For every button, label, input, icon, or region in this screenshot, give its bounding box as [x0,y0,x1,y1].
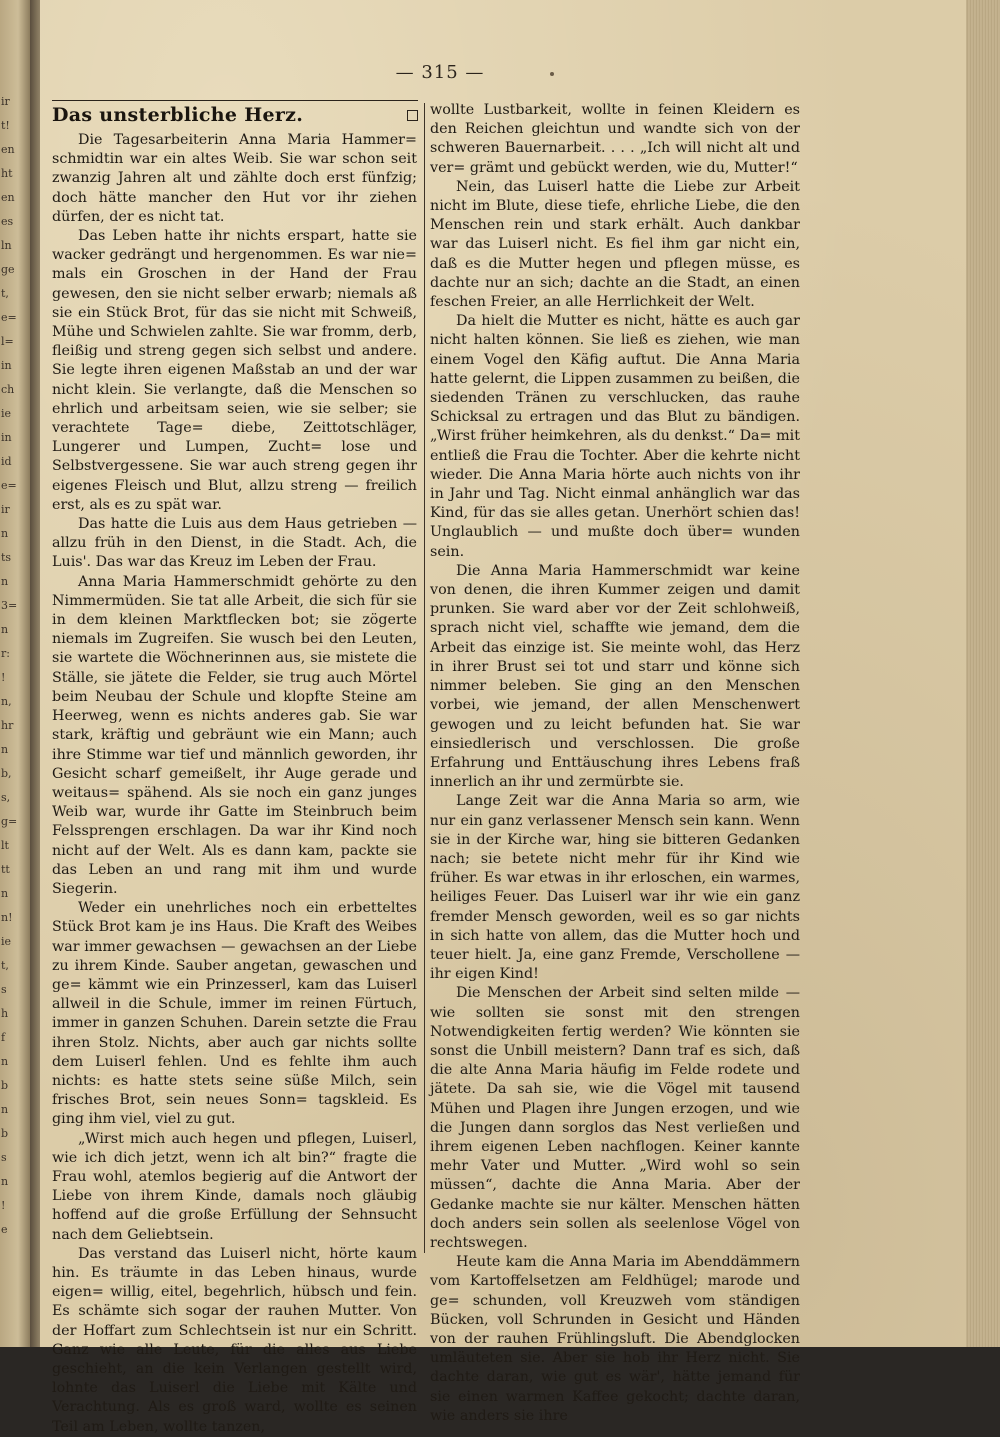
paragraph: Die Anna Maria Hammerschmidt war keine von denen, die ihren Kummer zeigen und damit prunken. Sie ward aber vor der Zeit schlohweiß, sprach nicht viel, schaffte wie jemand, dem die Arbeit das einzige ist. Sie meinte wohl, das Herz in ihrer Brust sei tot und starr und könne sich nimmer beleben. Sie ging an den Menschen vorbei, wie jemand, der allen Menschenwert gewogen und zu leicht befunden hat. Sie war einsiedlerisch und verschlossen. Die große Erfahrung und Enttäuschung ihres Lebens fraß innerlich an ihr und zermürbte sie. [430,562,800,791]
margin-fragment: tt [1,863,10,876]
margin-fragment: t, [1,287,9,300]
margin-fragment: ir [1,503,10,516]
paragraph: Das hatte die Luis aus dem Haus getrieben — allzu früh in den Dienst, in die Stadt. Ach, die Luis'. Das war das Kreuz im Leben der Frau. [52,516,417,571]
margin-fragment: en [1,191,15,204]
paragraph: Nein, das Luiserl hatte die Liebe zur Arbeit nicht im Blute, diese tiefe, ehrliche Liebe, die den Menschen rein und stark erhält. Auch dankbar war das Luiserl nicht. Es fiel ihm gar nicht ein, daß es die Mutter hegen und pflegen müsse, es dachte nur an sich; dachte an die Stadt, an einen feschen Freier, an alle Herrlichkeit der Welt. [430,178,800,311]
margin-fragment: n [1,887,9,900]
margin-fragment: ln [1,239,12,252]
margin-fragment: t! [1,119,10,132]
margin-fragment: hr [1,719,14,732]
margin-fragment: ht [1,167,13,180]
margin-fragment: n [1,1055,9,1068]
margin-fragment: e= [1,479,17,492]
margin-fragment: l= [1,335,14,348]
margin-fragment: s [1,983,7,996]
facing-page-edge [0,0,30,1347]
margin-fragment: ! [1,1199,6,1212]
left-column [52,131,417,1437]
margin-fragment: id [1,455,12,468]
title-rule [52,100,418,101]
margin-fragment: n [1,575,9,588]
paragraph: Die Menschen der Arbeit sind selten milde — wie sollten sie sonst mit den strengen Notwendigkeiten fertig werden? Wie könnten sie sonst die Unbill meistern? Dann traf es sich, daß die alte Anna Maria häufig im Felde rodete und jätete. Da sah sie, wie die Vögel mit tausend Mühen und Plagen ihre Jungen erzogen, und wie die Jungen dann sorglos das Nest verließen und ihrem eigenen Leben nachflogen. Keiner kannte mehr Vater und Mutter. „Wird wohl so sein müssen“, dachte die Anna Maria. Aber der Gedanke machte sie nur kälter. Menschen hätten doch anders sein sollen als seelenlose Vögel von rechtswegen. [430,985,800,1251]
paragraph: Das verstand das Luiserl nicht, hörte kaum hin. Es träumte in das Leben hinaus, wurde eigen= willig, eitel, begehrlich, hübsch und fein. Es schämte sich sogar der rauhen Mutter. Von der Hoffart zum Schlechtsein ist nur ein Schritt. Ganz wie alle Leute, für die alles aus Liebe geschieht, an die kein Verlangen gestellt wird, lohnte das Luiserl die Liebe mit Kälte und Verachtung. Als es groß ward, wollte es seinen Teil am Leben, wollte tanzen, [52,1245,417,1435]
margin-fragment: 3= [1,599,18,612]
margin-fragment: g= [1,815,18,828]
column-divider [424,103,425,1253]
paragraph: Heute kam die Anna Maria im Abenddämmern vom Kartoffelsetzen am Feldhügel; marode und ge= schunden, voll Kreuzweh vom ständigen Bücken, voll Schrunden in Gesicht und Händen von der rauhen Frühlingsluft. Die Abendglocken umläuteten sie. Aber sie hob ihr Herz nicht. Sie dachte daran, wie gut es wär', hätte jemand für sie einen warmen Kaffee gekocht; dachte daran, wie anders sie ihre [430,1254,800,1424]
margin-fragment: b [1,1127,9,1140]
margin-fragment: e [1,1223,8,1236]
article-heading [52,104,418,126]
margin-fragment: lt [1,839,9,852]
margin-fragment: ie [1,935,12,948]
paragraph: Anna Maria Hammerschmidt gehörte zu den Nimmermüden. Sie tat alle Arbeit, die sich für sie in dem kleinen Marktflecken bot; sie zögerte niemals im Zugreifen. Sie wusch bei den Leuten, sie wartete die Wöchnerinnen aus, sie mistete die Ställe, sie jätete die Felder, sie trug auch Mörtel beim Neubau der Schule und klopfte Steine am Heerweg, wenn es nichts anderes gab. Sie war stark, kräftig und gebräunt wie ein Mann; auch ihre Stimme war tief und männlich geworden, ihr Gesicht scharf gemeißelt, ihr Auge gerade und weitaus= spähend. Als sie noch ein ganz junges Weib war, wurde ihr Gatte im Steinbruch beim Felssprengen erschlagen. Da war ihr Kind noch nicht auf der Welt. Als es dann kam, packte sie das Leben an und rang mit ihm und wurde Siegerin. [52,573,417,897]
margin-fragment: e= [1,311,17,324]
margin-fragment: t, [1,959,9,972]
right-column [430,101,800,1426]
margin-fragment: s, [1,791,11,804]
page-number: — 315 — [395,62,485,83]
margin-fragment: h [1,1007,9,1020]
margin-fragment: b, [1,767,12,780]
margin-fragment: ie [1,407,12,420]
margin-fragment: en [1,143,15,156]
margin-fragment: n! [1,911,13,924]
margin-fragment: n [1,623,9,636]
margin-fragment: n, [1,695,12,708]
margin-fragment: ch [1,383,15,396]
paragraph: Da hielt die Mutter es nicht, hätte es auch gar nicht halten können. Sie ließ es ziehen, wie man einem Vogel den Käfig auftut. Die Anna Maria hatte gelernt, die Lippen zusammen zu beißen, die siedenden Tränen zu verschlucken, das rauhe Schicksal zu ertragen und das Blut zu bändigen. „Wirst früher heimkehren, als du denkst.“ Da= mit entließ die Frau die Tochter. Aber die kehrte nicht wieder. Die Anna Maria hörte auch nichts von ihr in Jahr und Tag. Nicht einmal anhänglich war das Kind, für das sie alles getan. Unerhört schien das! Unglaublich — und mußte doch über= wunden sein. [430,313,800,560]
margin-fragment: ir [1,95,10,108]
margin-fragment: n [1,527,9,540]
margin-fragment: b [1,1079,9,1092]
paragraph: Die Tagesarbeiterin Anna Maria Hammer= schmidtin war ein altes Weib. Sie war schon seit zwanzig Jahren alt und zählte doch erst fünfzig; doch hätte mancher den Hut vor ihr ziehen dürfen, der es nicht tat. [52,132,417,225]
print-speck [550,72,554,76]
margin-fragment: es [1,215,14,228]
article-title: Das unsterbliche Herz. [52,104,304,126]
margin-fragment: in [1,431,12,444]
margin-fragment: n [1,743,9,756]
paragraph: wollte Lustbarkeit, wollte in feinen Kleidern es den Reichen gleichtun und wandte sich von der schweren Bauernarbeit. . . . „Ich will nicht alt und ver= grämt und gebückt werden, wie du, Mutter!“ [430,102,800,176]
page-block-edges [966,0,1000,1347]
margin-fragment: in [1,359,12,372]
paragraph: Weder ein unehrliches noch ein erbetteltes Stück Brot kam je ins Haus. Die Kraft des Weibes war immer gewachsen — gewachsen an der Liebe zu ihrem Kinde. Sauber angetan, gewaschen und ge= kämmt wie ein Prinzesserl, kam das Luiserl allweil in die Schule, immer im reinen Fürtuch, immer in ganzen Schuhen. Darein setzte die Frau ihren Stolz. Nichts, aber auch gar nichts sollte dem Luiserl fehlen. Und es fehlte ihm auch nichts: es hatte stets seine süße Milch, sein frisches Brot, sein neues Sonn= tagskleid. Es ging ihm viel, viel zu gut. [52,900,417,1128]
margin-fragment: n [1,1175,9,1188]
margin-fragment: ! [1,671,6,684]
margin-fragment: ge [1,263,15,276]
margin-fragment: s [1,1151,7,1164]
paragraph: „Wirst mich auch hegen und pflegen, Luiserl, wie ich dich jetzt, wenn ich alt bin?“ fragte die Frau wohl, atemlos begierig auf die Antwort der Liebe von ihrem Kinde, damals noch gläubig hoffend auf die große Erfüllung der Sehnsucht nach dem Geliebtsein. [52,1130,417,1243]
margin-fragment: ts [1,551,12,564]
paragraph: Das Leben hatte ihr nichts erspart, hatte sie wacker gedrängt und hergenommen. Es war nie= mals ein Groschen in der Hand der Frau gewesen, den sie nicht selber erwarb; niemals aß sie ein Stück Brot, für das sie nicht mit Schweiß, Mühe und Schwielen zahlte. Sie war fromm, derb, fleißig und streng gegen sich selbst und andere. Sie legte ihren eigenen Maßstab an und der war nicht klein. Sie verlangte, daß die Menschen so ehrlich und arbeitsam seien, wie sie selber; sie verachtete Tage= diebe, Zeittotschläger, Lungerer und Lumpen, Zucht= lose und Selbstvergessene. Sie war auch streng gegen ihr eigenes Fleisch und Blut, allzu streng — freilich erst, als es zu spät war. [52,228,417,513]
margin-fragment: n [1,1103,9,1116]
square-ornament-icon [407,110,418,121]
margin-fragment: f [1,1031,6,1044]
paragraph: Lange Zeit war die Anna Maria so arm, wie nur ein ganz verlassener Mensch sein kann. Wenn sie in der Kirche war, hing sie bitteren Gedanken nach; sie betete nicht mehr für ihr Kind wie früher. Es war etwas in ihr erloschen, ein warmes, heiliges Feuer. Das Luiserl war ihr wie ein ganz fremder Mensch geworden, weil es so gar nichts in sich hatte von allem, das die Mutter hoch und teuer hielt. Ja, eine ganz Fremde, Verschollene — ihr eigen Kind! [430,793,800,983]
margin-fragment: r: [1,647,10,660]
